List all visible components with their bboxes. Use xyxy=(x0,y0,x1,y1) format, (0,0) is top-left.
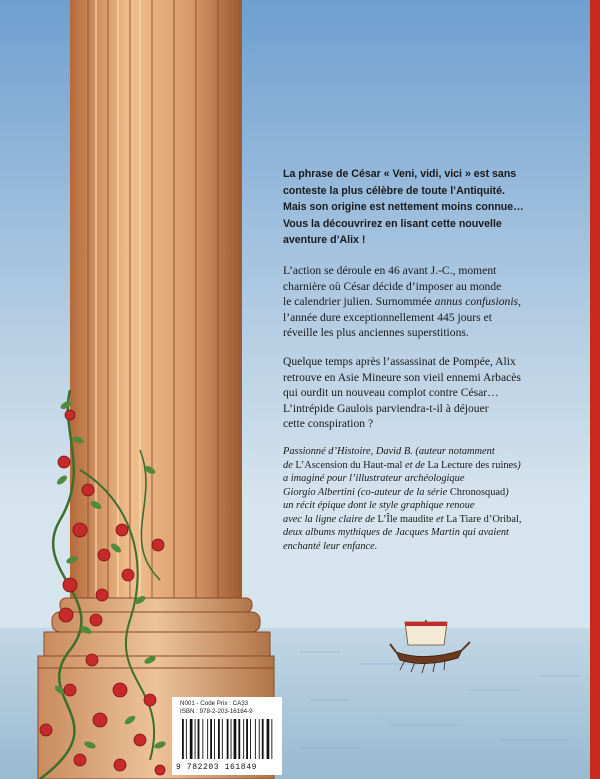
intro-line: aventure d’Alix ! xyxy=(283,234,366,247)
intro-line: Mais son origine est nettement moins connue… xyxy=(283,201,524,214)
credits-paragraph: Passionné d’Histoire, David B. (auteur notamment de L’Ascension du Haut-mal et de La Lecture des ruines) a imaginé pour l’illustrateur archéologique Giorgio Albertini (co-auteur de la série Chronosquad) un récit épique dont le style graphique renoue avec la ligne claire de L’Île maudite et La Tiare d’Oribal, deux albums mythiques de Jacques Martin qui avaient enchanté leur enfance. xyxy=(283,445,522,553)
spine-strip xyxy=(590,0,600,779)
plot-paragraph-1: L’action se déroule en 46 avant J.-C., moment charnière où César décide d’imposer au monde le calendrier julien. Surnommée annus confusionis, l’année dure exceptionnellement 445 jours et réveille les plus anciennes superstitions. xyxy=(283,263,521,340)
isbn-text: ISBN : 978-2-203-16184-9 xyxy=(180,708,253,715)
price-code: N001 - Code Prix : CA33 xyxy=(180,700,249,707)
back-cover-text xyxy=(283,166,583,554)
barcode-bars xyxy=(180,719,276,761)
column xyxy=(38,0,274,779)
intro-line: conteste la plus célèbre de toute l’Antiquité. xyxy=(283,184,505,197)
plot-paragraph-2: Quelque temps après l’assassinat de Pompée, Alix retrouve en Asie Mineure son vieil ennemi Arbacès qui ourdit un nouveau complot contre César… L’intrépide Gaulois parviendra-t-il à déjouer cette conspiration ? xyxy=(283,354,521,431)
barcode-label xyxy=(172,697,282,775)
intro-line: La phrase de César « Veni, vidi, vici » est sans xyxy=(283,168,517,180)
intro-line: Vous la découvrirez en lisant cette nouvelle xyxy=(283,217,502,230)
barcode-digits: 9 782203 161849 xyxy=(176,763,258,772)
intro-paragraph xyxy=(283,166,583,249)
